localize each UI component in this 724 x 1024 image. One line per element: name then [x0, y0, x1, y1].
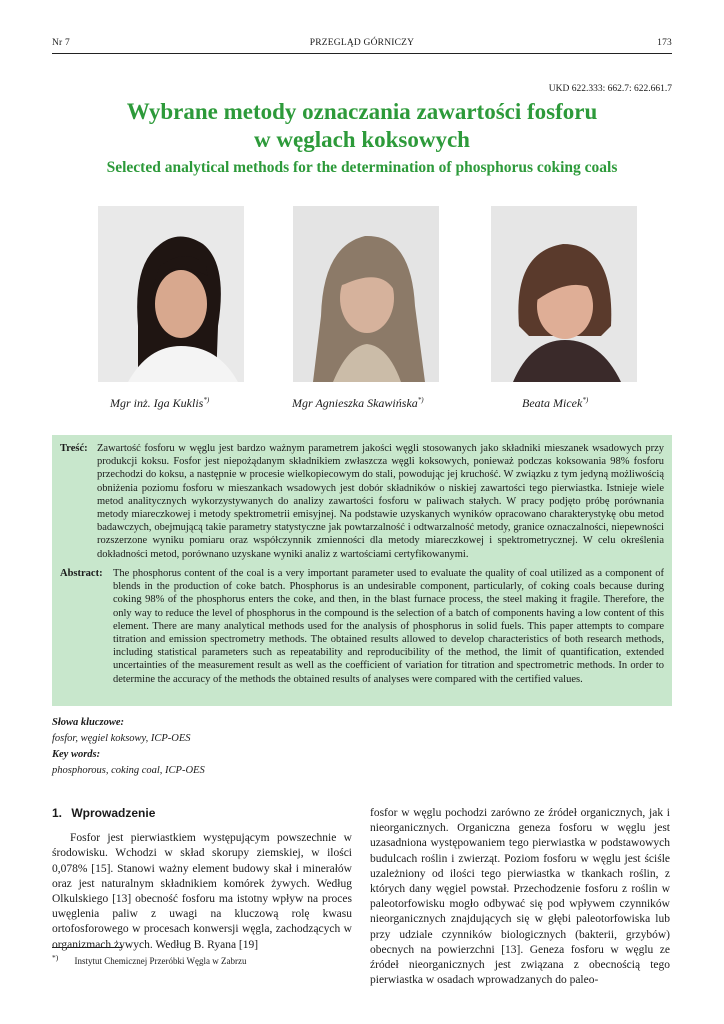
footnote-text: Instytut Chemicznej Przeróbki Węgla w Zabrzu	[74, 956, 247, 966]
body-column-right	[370, 806, 670, 988]
author-2-mark: *)	[417, 396, 424, 404]
keywords-en-label: Key words:	[52, 749, 101, 760]
author-photo-1	[98, 206, 244, 382]
title-english: Selected analytical methods for the determination of phosphorus coking coals	[106, 159, 618, 176]
title-polish-line1: Wybrane metody oznaczania zawartości fosforu	[126, 99, 598, 124]
running-header	[52, 38, 672, 52]
ukd-code: UKD 622.333: 662.7: 622.661.7	[548, 84, 672, 94]
author-3-name: Beata Micek	[522, 396, 583, 410]
portrait-photo-1	[98, 206, 244, 382]
title-polish	[52, 98, 672, 154]
author-1-mark: *)	[203, 396, 210, 404]
footnote-rule	[52, 947, 122, 948]
section-heading	[52, 806, 352, 821]
abstract-polish	[60, 442, 664, 564]
abstract-english-label: Abstract:	[60, 568, 103, 579]
header-rule	[52, 53, 672, 54]
section-title: Wprowadzenie	[71, 806, 156, 820]
author-2-name: Mgr Agnieszka Skawińska	[292, 396, 418, 410]
body-paragraph-left: Fosfor jest pierwiastkiem występującym powszechnie w środowisku. Wchodzi w skład skorupy ziemskiej, w ilości 0,078% [15]. Stanowi ważny element budowy skał i minerałów oraz jest naturalnym składnikiem komórek żywych. Według Olkulskiego [13] obecność fosforu ma istotny wpływ na proces uwęglenia paliw z uwagi na kluczową rolę kwasu ortofosforowego w procesach konwersji węgla, zachodzących w organizmach żywych. Według B. Ryana [19]	[52, 832, 352, 951]
keywords-pl-text: fosfor, węgiel koksowy, ICP-OES	[52, 733, 191, 744]
author-photo-3	[491, 206, 637, 382]
keywords-en-text: phosphorous, coking coal, ICP-OES	[52, 765, 205, 776]
keywords-pl-label: Słowa kluczowe:	[52, 717, 125, 728]
title-polish-line2: w węglach koksowych	[254, 127, 470, 152]
author-3	[522, 396, 588, 411]
abstract-polish-label: Treść:	[60, 443, 88, 454]
portrait-photo-2	[293, 206, 439, 382]
journal-name: PRZEGLĄD GÓRNICZY	[309, 38, 415, 48]
abstract-box	[52, 435, 672, 706]
portrait-photo-3	[491, 206, 637, 382]
author-1-name: Mgr inż. Iga Kuklis	[110, 396, 204, 410]
footnote	[52, 953, 247, 966]
body-paragraph-right: fosfor w węglu pochodzi zarówno ze źródeł organicznych, jak i nieorganicznych. Organiczna geneza fosforu w węglu jest uzasadniona występowaniem tego pierwiastka w podstawowych budulcach roślin i zwierząt. Poziom fosforu w węglu jest ściśle uzależniony od ilości tego pierwiastka w tkankach roślin, z których dany węgiel powstał. Przechodzenie fosforu z roślin w paleotorfowisku mogło odbywać się pod wpływem czynników nieorganicznych znajdujących się w głębi paleotorfowiska lub przy udziale czynników biologicznych (bakterii, grzybów) obecnych na powierzchni [13]. Geneza fosforu w węglu ze źródeł nieorganicznych jest związana z obecnością tego pierwiastka w osadach wprowadzanych do paleo-	[370, 807, 670, 987]
author-photo-2	[293, 206, 439, 382]
abstract-english-text: The phosphorus content of the coal is a very important parameter used to evaluate the quality of coal utilized as a component of blends in the production of coke batch. Phosphorus is an undesirable component, particularly, of coking coals because during coking 98% of the phosphorus enters the coke, and then, in the blast furnace process, the steel making it fragile. Therefore, the only way to reduce the level of phosphorus in the compound is the selection of a batch of components having a low content of this element. There are many analytical methods used for the analysis of phosphorus in solid fuels. This paper attempts to compare titration and emission spectrometry methods. The obtained results allowed to develop characteristics of both research methods, including statistical parameters such as repeatability and reproducibility of the method, the limit of quantification, extended uncertainties of the measurement result as well as the coefficient of variation for titration and spectrometric methods. In order to determine the accuracy of the methods the obtained results of analyses were compared with the certified values.	[113, 568, 664, 685]
abstract-polish-text: Zawartość fosforu w węglu jest bardzo ważnym parametrem jakości węgli stosowanych jako składniki mieszanek wsadowych przy produkcji koksu. Fosfor jest niepożądanym składnikiem zwłaszcza węgli koksowych, ponieważ podczas koksowania 98% fosforu przechodzi do koksu, a następnie w procesie wielkopiecowym do stali, powodując jej kruchość. W związku z tym jedyną możliwością obniżenia poziomu fosforu w mieszankach wsadowych jest dobór składników o niskiej zawartości tego pierwiastka. Istnieje wiele metod analitycznych wykorzystywanych do analizy zawartości fosforu w paliwach stałych. W pracy podjęto próbę porównania metody miareczkowej i metody spektrometrii emisyjnej. Na podstawie uzyskanych wyników opracowano charakterystykę obu metod badawczych, obejmującą takie parametry statystyczne jak powtarzalność i odtwarzalność metody, granice oznaczalności, niepewności rozszerzone wyniku pomiaru oraz współczynnik zmienności dla metody miareczkowej i spektrometrycznej. W celu określenia dokładności metod, porównano uzyskane wyniki analiz z wartościami certyfikowanymi.	[97, 443, 664, 560]
abstract-english	[60, 567, 664, 701]
section-number: 1.	[52, 806, 63, 820]
issue-number: Nr 7	[52, 38, 70, 48]
author-3-mark: *)	[582, 396, 589, 404]
footnote-mark: *)	[52, 953, 59, 962]
body-column-left	[52, 806, 352, 953]
author-1	[110, 396, 209, 411]
page-number: 173	[657, 38, 672, 48]
author-2	[292, 396, 424, 411]
